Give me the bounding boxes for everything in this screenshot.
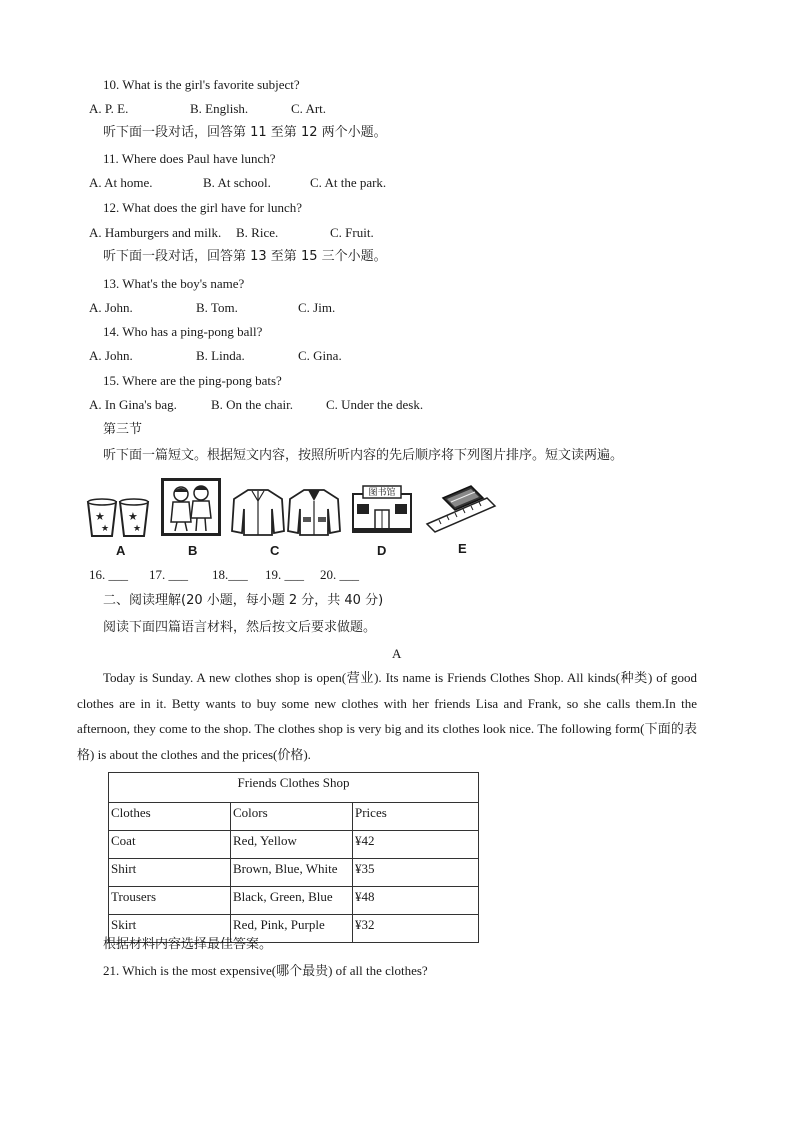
answer-blank-19[interactable]: 19. ___ bbox=[265, 567, 304, 582]
q10-question: 10. What is the girl's favorite subject? bbox=[103, 77, 300, 92]
q21-question: 21. Which is the most expensive(哪个最贵) of all the clothes? bbox=[103, 963, 428, 978]
q13-option-a[interactable]: A. John. bbox=[89, 300, 133, 315]
passage-a-text bbox=[77, 665, 697, 767]
q11-option-c[interactable]: C. At the park. bbox=[310, 175, 387, 190]
table-row bbox=[109, 887, 479, 915]
table-cell: Skirt bbox=[109, 915, 231, 943]
picture-a-label: A bbox=[116, 543, 126, 558]
q13-option-b[interactable]: B. Tom. bbox=[196, 300, 238, 315]
header-clothes: Clothes bbox=[109, 803, 231, 831]
q10-option-c[interactable]: C. Art. bbox=[291, 101, 327, 116]
q13-option-c[interactable]: C. Jim. bbox=[298, 300, 336, 315]
table-cell: ¥48 bbox=[353, 887, 479, 915]
passage-a-body: Today is Sunday. A new clothes shop is open(营业). Its name is Friends Clothes Shop. All kinds(种类) of good clothes are in it. Betty wants to buy some new clothes with her friends Lisa and Frank, so she calls them.In the afternoon, they come to the shop. The clothes shop is very big and its clothes look nice. The following form(下面的表格) is about the clothes and the prices(价格). bbox=[77, 670, 697, 762]
table-cell: Red, Yellow bbox=[231, 831, 353, 859]
table-header-row bbox=[109, 803, 479, 831]
answer-blank-18[interactable]: 18.___ bbox=[212, 567, 248, 582]
q12-option-b[interactable]: B. Rice. bbox=[236, 225, 279, 240]
table-cell: ¥32 bbox=[353, 915, 479, 943]
answer-blank-16[interactable]: 16. ___ bbox=[89, 567, 128, 582]
picture-a-cups bbox=[86, 498, 152, 540]
q15-option-c[interactable]: C. Under the desk. bbox=[326, 397, 424, 412]
table-cell: Trousers bbox=[109, 887, 231, 915]
q12-question: 12. What does the girl have for lunch? bbox=[103, 200, 303, 215]
picture-e-ruler-box bbox=[425, 484, 497, 534]
table-cell: ¥35 bbox=[353, 859, 479, 887]
reading-instruction: 阅读下面四篇语言材料，然后按文后要求做题。 bbox=[103, 620, 377, 635]
picture-d-label: D bbox=[377, 543, 387, 558]
instruction-11-12: 听下面一段对话，回答第 11 至第 12 两个小题。 bbox=[103, 125, 387, 140]
q11-option-b[interactable]: B. At school. bbox=[203, 175, 271, 190]
section-3-heading: 第三节 bbox=[103, 422, 143, 437]
q11-question: 11. Where does Paul have lunch? bbox=[103, 151, 276, 166]
svg-text:★: ★ bbox=[95, 510, 105, 523]
answer-blank-20[interactable]: 20. ___ bbox=[320, 567, 359, 582]
answer-blank-17[interactable]: 17. ___ bbox=[149, 567, 188, 582]
passage-label: A bbox=[392, 646, 402, 661]
q14-question: 14. Who has a ping-pong ball? bbox=[103, 324, 263, 339]
svg-text:★: ★ bbox=[128, 510, 138, 523]
table-row bbox=[109, 831, 479, 859]
q14-option-a[interactable]: A. John. bbox=[89, 348, 133, 363]
section-3-instruction: 听下面一篇短文。根据短文内容，按照所听内容的先后顺序将下列图片排序。短文读两遍。 bbox=[103, 448, 624, 463]
picture-c-label: C bbox=[270, 543, 280, 558]
table-title-row bbox=[109, 773, 479, 803]
picture-c-jackets bbox=[230, 487, 342, 537]
q15-option-a[interactable]: A. In Gina's bag. bbox=[89, 397, 177, 412]
table-cell: Black, Green, Blue bbox=[231, 887, 353, 915]
table-cell: Red, Pink, Purple bbox=[231, 915, 353, 943]
table-cell: Shirt bbox=[109, 859, 231, 887]
table-cell: ¥42 bbox=[353, 831, 479, 859]
q12-option-c[interactable]: C. Fruit. bbox=[330, 225, 374, 240]
picture-d-library bbox=[351, 484, 413, 534]
picture-b-friends bbox=[161, 478, 221, 536]
reading-heading: 二、阅读理解(20 小题，每小题 2 分，共 40 分) bbox=[103, 593, 384, 608]
table-cell: Brown, Blue, White bbox=[231, 859, 353, 887]
svg-text:★: ★ bbox=[101, 524, 110, 534]
header-colors: Colors bbox=[231, 803, 353, 831]
instruction-13-15: 听下面一段对话，回答第 13 至第 15 三个小题。 bbox=[103, 249, 387, 264]
q10-option-a[interactable]: A. P. E. bbox=[89, 101, 129, 116]
q11-option-a[interactable]: A. At home. bbox=[89, 175, 153, 190]
q14-option-c[interactable]: C. Gina. bbox=[298, 348, 342, 363]
choose-instruction: 根据材料内容选择最佳答案。 bbox=[103, 937, 273, 952]
q10-option-b[interactable]: B. English. bbox=[190, 101, 249, 116]
table-row bbox=[109, 859, 479, 887]
q15-option-b[interactable]: B. On the chair. bbox=[211, 397, 293, 412]
q15-question: 15. Where are the ping-pong bats? bbox=[103, 373, 282, 388]
picture-e-label: E bbox=[458, 541, 467, 556]
q12-option-a[interactable]: A. Hamburgers and milk. bbox=[89, 225, 222, 240]
header-prices: Prices bbox=[353, 803, 479, 831]
q13-question: 13. What's the boy's name? bbox=[103, 276, 245, 291]
svg-text:★: ★ bbox=[133, 524, 142, 534]
table-cell: Coat bbox=[109, 831, 231, 859]
library-sign-text: 图书馆 bbox=[368, 488, 396, 498]
q14-option-b[interactable]: B. Linda. bbox=[196, 348, 245, 363]
picture-b-label: B bbox=[188, 543, 198, 558]
table-title: Friends Clothes Shop bbox=[109, 773, 479, 803]
clothes-price-table bbox=[108, 772, 479, 943]
